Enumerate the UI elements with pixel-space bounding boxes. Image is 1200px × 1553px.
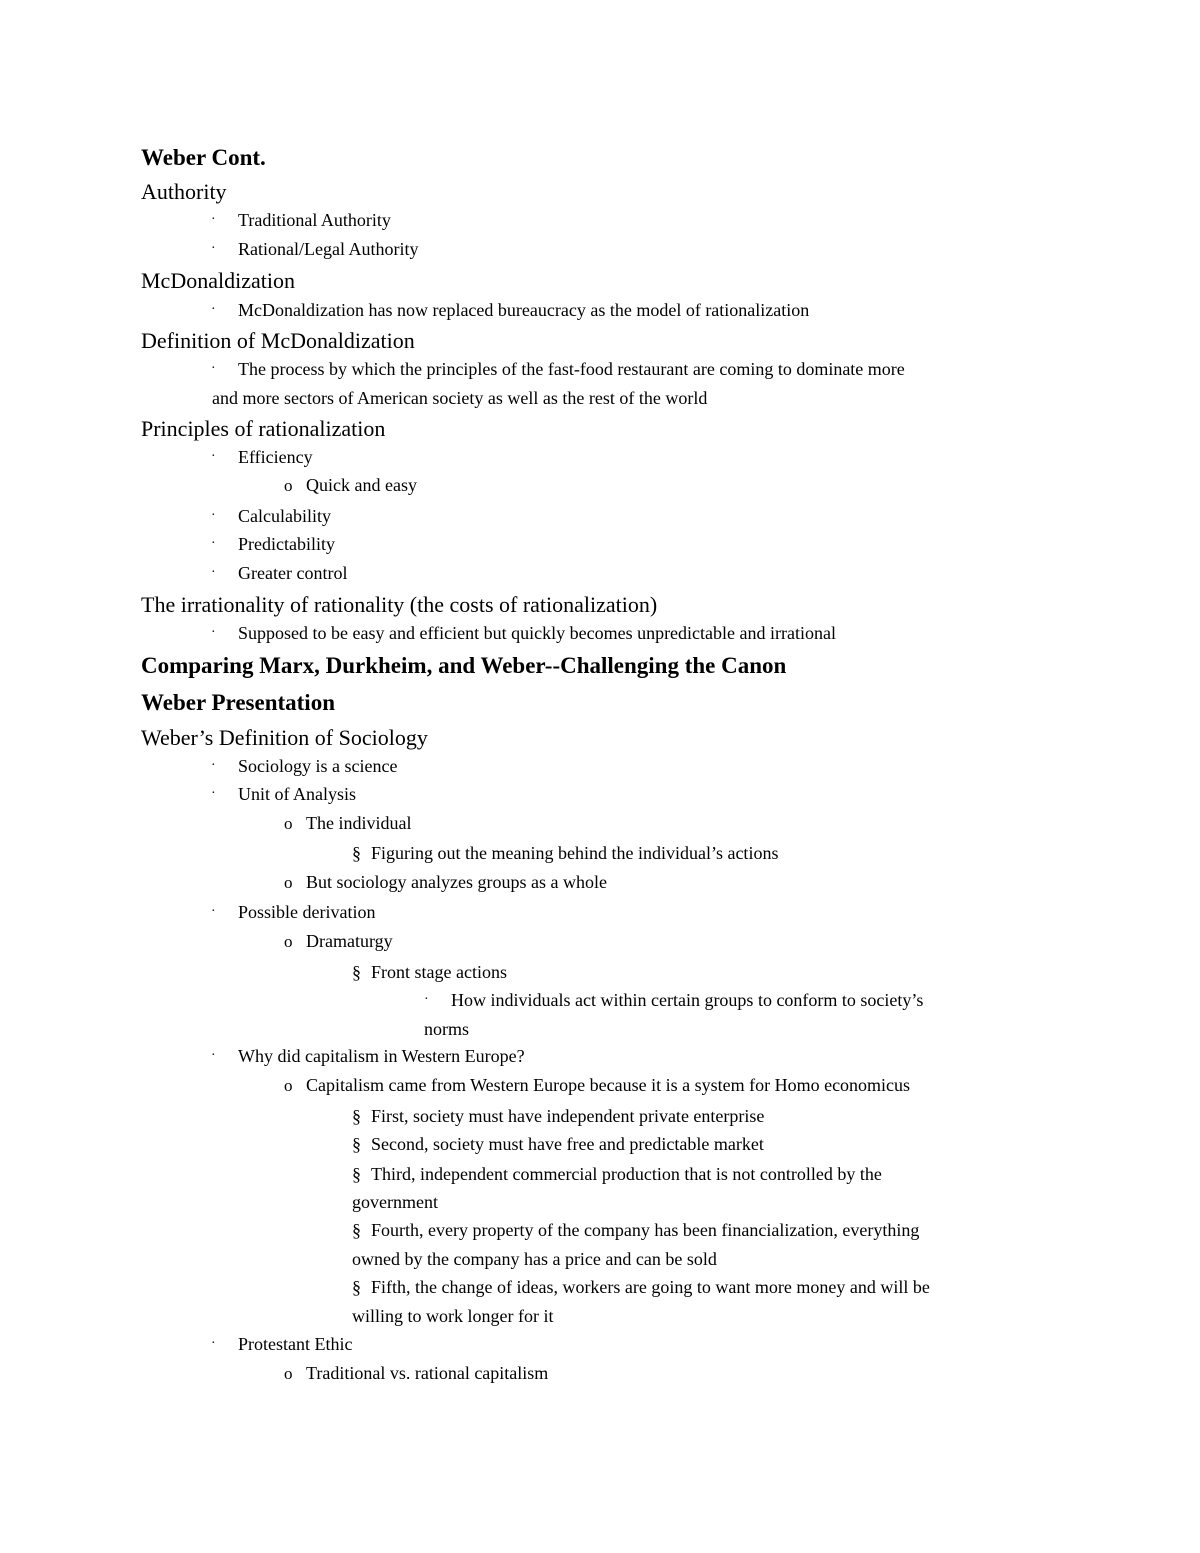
circle-marker: o [284,1076,293,1095]
heading-authority: Authority [141,179,227,204]
bullet-marker: · [211,361,216,376]
bullet-marker: · [211,786,216,801]
list-item: Front stage actions [371,962,507,982]
list-item-continuation: norms [424,1019,469,1039]
list-item: Figuring out the meaning behind the individual’s actions [371,843,779,863]
list-item: Possible derivation [238,902,376,922]
list-item: Quick and easy [306,475,417,495]
section-marker: § [352,962,361,982]
list-item: Protestant Ethic [238,1334,353,1354]
bullet-marker: · [211,302,216,317]
section-marker: § [352,1277,361,1297]
bullet-marker: · [211,508,216,523]
heading-principles: Principles of rationalization [141,416,386,441]
list-item: Dramaturgy [306,931,393,951]
list-item: Third, independent commercial production that is not controlled by the [371,1164,882,1184]
bullet-marker: · [211,1048,216,1063]
list-item: Rational/Legal Authority [238,239,419,259]
circle-marker: o [284,814,293,833]
list-item: Why did capitalism in Western Europe? [238,1046,525,1066]
list-item: Predictability [238,534,335,554]
heading-mcdonaldization: McDonaldization [141,268,295,293]
bullet-marker: · [211,212,216,227]
list-item-continuation: willing to work longer for it [352,1306,554,1326]
list-item: The individual [306,813,412,833]
bullet-marker: · [211,565,216,580]
circle-marker: o [284,873,293,892]
heading-comparing: Comparing Marx, Durkheim, and Weber--Challenging the Canon [141,653,787,678]
list-item-continuation: and more sectors of American society as well as the rest of the world [212,388,708,408]
bullet-marker: · [211,904,216,919]
heading-irrationality: The irrationality of rationality (the costs of rationalization) [141,592,658,617]
bullet-marker: · [211,536,216,551]
list-item-continuation: owned by the company has a price and can be sold [352,1249,717,1269]
list-item: How individuals act within certain groups to conform to society’s [451,990,924,1010]
heading-definition: Definition of McDonaldization [141,328,415,353]
list-item: Traditional vs. rational capitalism [306,1363,549,1383]
section-marker: § [352,1164,361,1184]
list-item: Capitalism came from Western Europe because it is a system for Homo economicus [306,1075,911,1095]
circle-marker: o [284,476,293,495]
list-item: First, society must have independent private enterprise [371,1106,765,1126]
list-item: McDonaldization has now replaced bureaucracy as the model of rationalization [238,300,810,320]
bullet-marker: · [211,1336,216,1351]
list-item: Traditional Authority [238,210,391,230]
circle-marker: o [284,1364,293,1383]
list-item: Calculability [238,506,331,526]
list-item: But sociology analyzes groups as a whole [306,872,607,892]
list-item: Sociology is a science [238,756,398,776]
list-item: Second, society must have free and predictable market [371,1134,764,1154]
bullet-marker: · [211,241,216,256]
list-item: The process by which the principles of the fast-food restaurant are coming to dominate more [238,359,905,379]
list-item: Unit of Analysis [238,784,357,804]
page-title: Weber Cont. [141,145,266,170]
bullet-marker: · [211,625,216,640]
list-item: Efficiency [238,447,313,467]
section-marker: § [352,1106,361,1126]
section-marker: § [352,1134,361,1154]
circle-marker: o [284,932,293,951]
heading-presentation: Weber Presentation [141,690,335,715]
bullet-marker: · [211,449,216,464]
list-item: Supposed to be easy and efficient but quickly becomes unpredictable and irrational [238,623,836,643]
section-marker: § [352,1220,361,1240]
list-item-continuation: government [352,1192,438,1212]
list-item: Fourth, every property of the company has been financialization, everything [371,1220,920,1240]
list-item: Greater control [238,563,348,583]
heading-sociology-definition: Weber’s Definition of Sociology [141,725,428,750]
bullet-marker: · [424,992,429,1007]
bullet-marker: · [211,758,216,773]
list-item: Fifth, the change of ideas, workers are going to want more money and will be [371,1277,930,1297]
section-marker: § [352,843,361,863]
